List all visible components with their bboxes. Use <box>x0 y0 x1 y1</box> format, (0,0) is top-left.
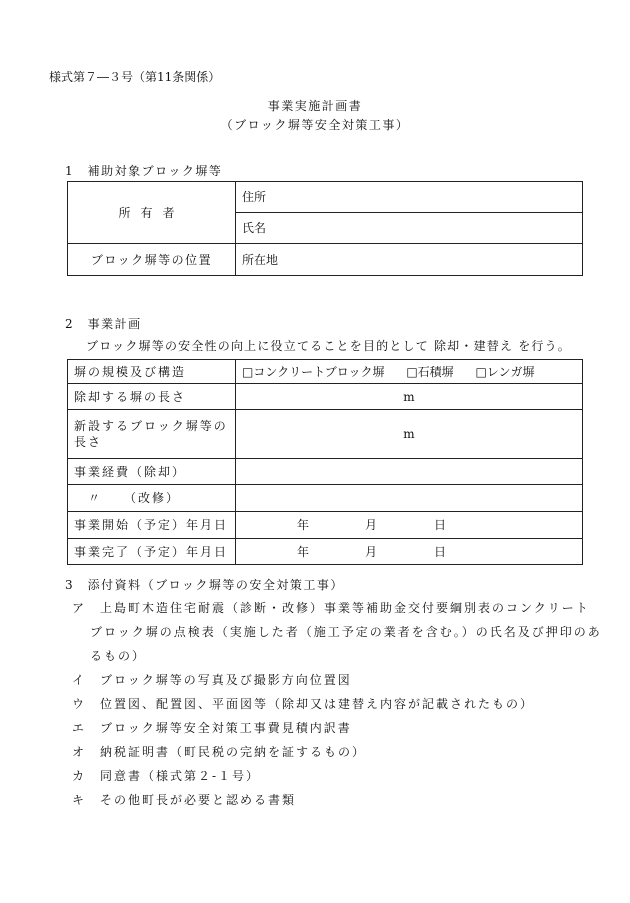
new-length-label-line2: 長さ <box>74 435 103 449</box>
owner-label: 所有者 <box>68 182 236 244</box>
attachment-item-ki: キ その他町長が必要と認める書類 <box>72 793 297 807</box>
end-month: 月 <box>365 545 378 559</box>
option-brick[interactable]: □レンガ塀 <box>475 364 535 379</box>
plan-table <box>67 359 583 565</box>
name-label: 氏名 <box>242 221 267 235</box>
end-year: 年 <box>297 545 310 559</box>
location-label: ブロック塀等の位置 <box>68 244 236 276</box>
new-length-label-line1: 新設するブロック塀等の <box>74 419 228 433</box>
location-field-label: 所在地 <box>242 252 279 267</box>
start-date-field[interactable] <box>236 512 583 539</box>
attachment-item-o: オ 納税証明書（町民税の完納を証するもの） <box>72 745 367 759</box>
option-concrete-block[interactable]: □コンクリートブロック塀 <box>242 364 385 379</box>
cost-removal-field[interactable] <box>236 459 583 485</box>
structure-options <box>236 360 583 384</box>
attachment-item-a-line1: ア 上島町木造住宅耐震（診断・改修）事業等補助金交付要綱別表のコンクリート <box>72 601 590 615</box>
removal-length-field[interactable] <box>236 384 583 410</box>
address-label: 住所 <box>242 190 267 204</box>
attachment-item-ka: カ 同意書（様式第２-１号） <box>72 769 261 783</box>
removal-length-label: 除却する塀の長さ <box>68 384 236 410</box>
section1-heading: 1 補助対象ブロック塀等 <box>65 164 223 178</box>
document-title: 事業実施計画書 <box>267 99 363 113</box>
attachment-item-i: イ ブロック塀等の写真及び撮影方向位置図 <box>72 673 352 687</box>
end-date-label: 事業完了（予定）年月日 <box>68 539 236 565</box>
start-year: 年 <box>297 518 310 532</box>
address-field[interactable] <box>236 182 583 213</box>
start-day: 日 <box>434 518 447 532</box>
scale-label: 塀の規模及び構造 <box>68 360 236 384</box>
new-length-label <box>68 410 236 459</box>
attachment-item-a-line3: るもの） <box>90 649 147 663</box>
new-length-unit: m <box>403 427 415 441</box>
cost-repair-field[interactable] <box>236 485 583 512</box>
name-field[interactable] <box>236 213 583 244</box>
document-subtitle: （ブロック塀等安全対策工事） <box>220 118 410 132</box>
cost-removal-label: 事業経費（除却） <box>68 459 236 485</box>
attachment-item-a-line2: ブロック塀の点検表（実施した者（施工予定の業者を含む。）の氏名及び押印のあ <box>90 625 602 639</box>
location-field[interactable] <box>236 244 583 276</box>
removal-length-unit: m <box>403 389 415 404</box>
start-date-label: 事業開始（予定）年月日 <box>68 512 236 539</box>
end-date-field[interactable] <box>236 539 583 565</box>
owner-table <box>67 181 583 276</box>
section2-heading: 2 事業計画 <box>65 317 142 331</box>
start-month: 月 <box>365 518 378 532</box>
purpose-statement: ブロック塀等の安全性の向上に役立てることを目的として 除却・建替え を行う。 <box>86 339 571 353</box>
option-stone[interactable]: □石積塀 <box>406 364 454 379</box>
end-day: 日 <box>434 545 447 559</box>
attachment-item-u: ウ 位置図、配置図、平面図等（除却又は建替え内容が記載されたもの） <box>72 697 535 711</box>
form-number: 様式第７―３号（第11条関係） <box>49 70 221 84</box>
new-length-field[interactable] <box>236 410 583 459</box>
cost-repair-label: 〃 （改修） <box>68 485 236 512</box>
section3-heading: 3 添付資料（ブロック塀等の安全対策工事） <box>65 578 344 592</box>
attachment-item-e: エ ブロック塀等安全対策工事費見積内訳書 <box>72 721 352 735</box>
